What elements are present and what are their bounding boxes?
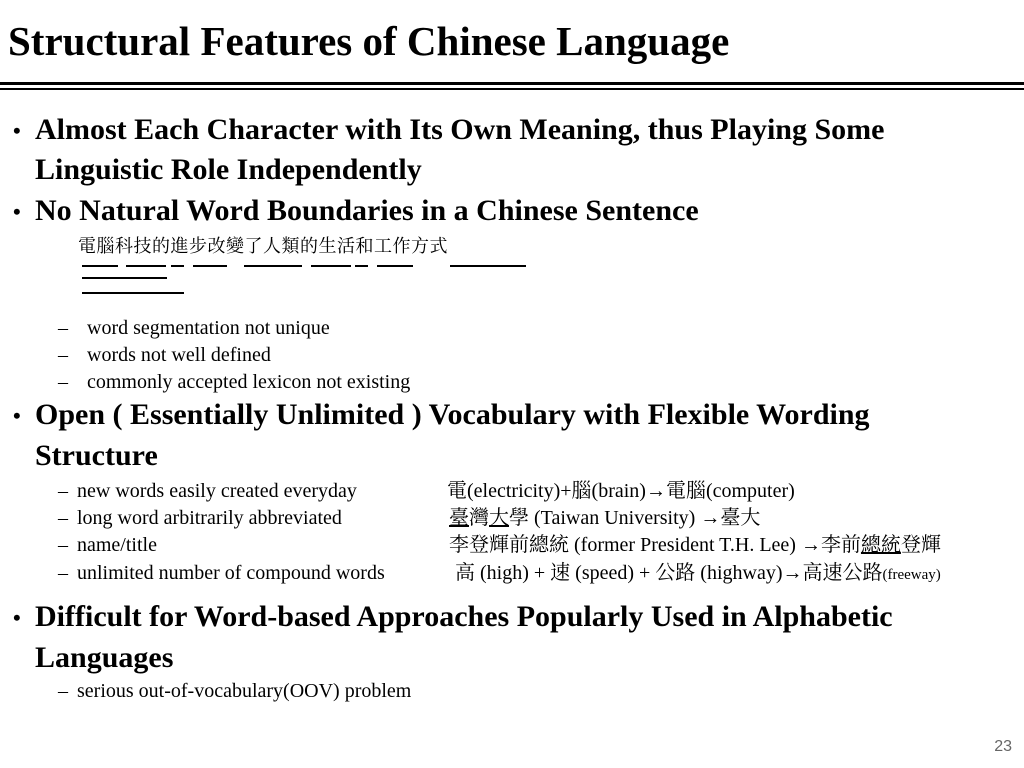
bullet-marker: • (13, 199, 21, 224)
vocab-item-example: 李登輝前總統 (former President T.H. Lee) →李前總統登輝 (449, 534, 941, 556)
boundary-item: commonly accepted lexicon not existing (87, 371, 411, 393)
title-rule-thick (0, 82, 1024, 85)
chinese-sentence: 電腦科技的進步改變了人類的生活和工作方式 (78, 236, 448, 257)
page-number: 23 (994, 738, 1012, 755)
dash-marker: – (58, 534, 68, 556)
segment-line (82, 292, 184, 294)
dash-marker: – (58, 371, 68, 393)
bullet-2-line1: No Natural Word Boundaries in a Chinese Sentence (35, 194, 699, 227)
bullet-3-line2: Structure (35, 439, 158, 472)
vocab-item-example: 臺灣大學 (Taiwan University) →臺大 (449, 507, 761, 529)
vocab-item-label: new words easily created everyday (77, 480, 357, 502)
vocab-item-label: long word arbitrarily abbreviated (77, 507, 342, 529)
segment-line (355, 265, 368, 267)
segment-line (193, 265, 227, 267)
segment-line (244, 265, 302, 267)
dash-marker: – (58, 480, 68, 502)
bullet-4-line2: Languages (35, 641, 174, 674)
bullet-marker: • (13, 605, 21, 630)
boundary-item: words not well defined (87, 344, 271, 366)
segment-line (311, 265, 351, 267)
boundary-item: word segmentation not unique (87, 317, 330, 339)
dash-marker: – (58, 562, 68, 584)
vocab-item-label: name/title (77, 534, 157, 556)
title-rule-thin (0, 88, 1024, 90)
dash-marker: – (58, 507, 68, 529)
bullet-4-line1: Difficult for Word-based Approaches Popularly Used in Alphabetic (35, 600, 893, 633)
dash-marker: – (58, 680, 68, 702)
page-title: Structural Features of Chinese Language (8, 18, 730, 64)
bullet-1-line2: Linguistic Role Independently (35, 153, 422, 186)
vocab-item-example: 電(electricity)+腦(brain)→電腦(computer) (447, 480, 795, 502)
oov-item: serious out-of-vocabulary(OOV) problem (77, 680, 412, 702)
segment-line (450, 265, 526, 267)
dash-marker: – (58, 344, 68, 366)
segment-line (126, 265, 166, 267)
bullet-marker: • (13, 403, 21, 428)
vocab-item-example: 高 (high) + 速 (speed) + 公路 (highway)→高速公路(freeway) (455, 562, 941, 584)
bullet-3-line1: Open ( Essentially Unlimited ) Vocabulary with Flexible Wording (35, 398, 870, 431)
bullet-1-line1: Almost Each Character with Its Own Meaning, thus Playing Some (35, 113, 885, 146)
segment-line (171, 265, 184, 267)
segment-line (82, 265, 118, 267)
bullet-marker: • (13, 118, 21, 143)
dash-marker: – (58, 317, 68, 339)
segment-line (377, 265, 413, 267)
vocab-item-label: unlimited number of compound words (77, 562, 385, 584)
segment-line (82, 277, 167, 279)
